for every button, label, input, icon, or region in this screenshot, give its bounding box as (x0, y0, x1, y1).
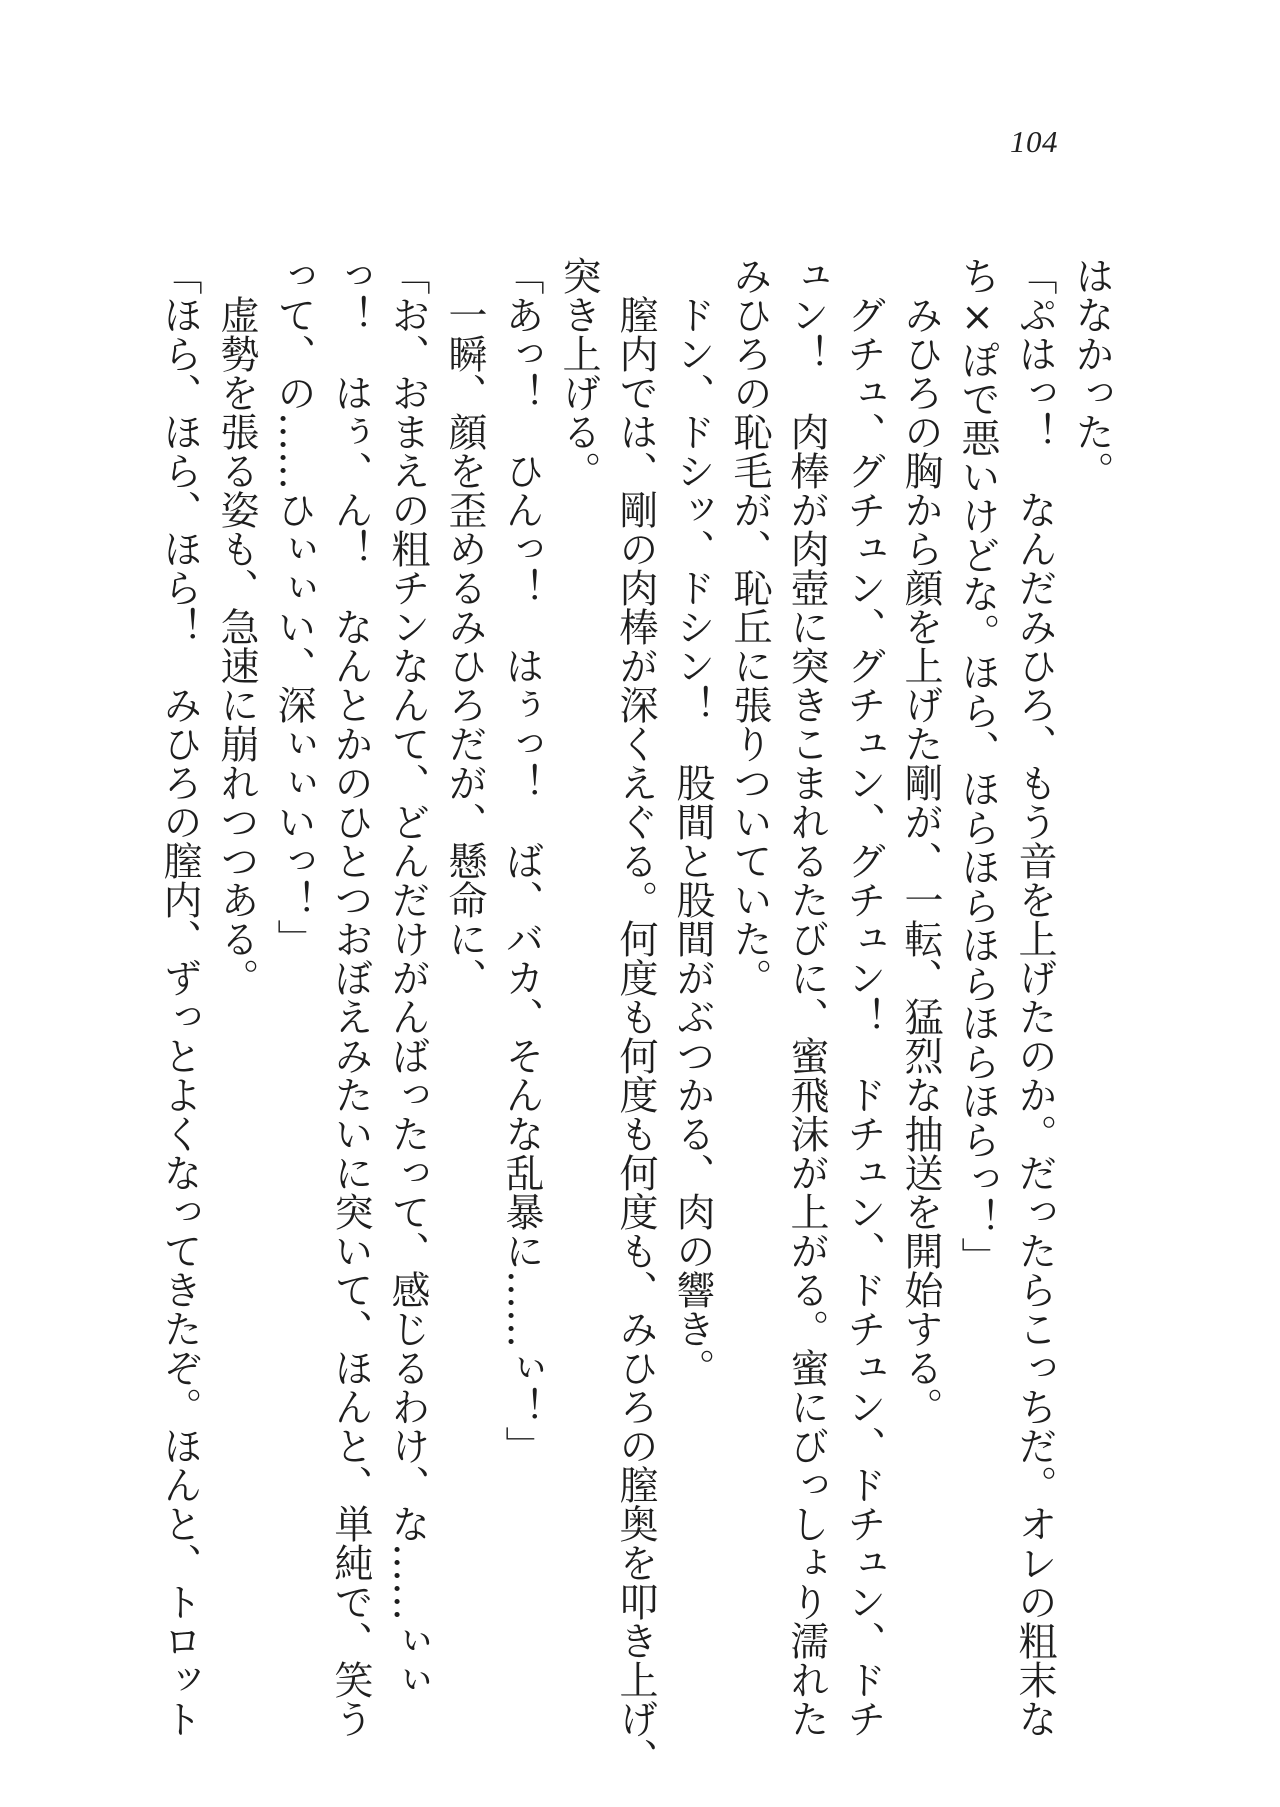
text-line: 突き上げる。 (556, 256, 601, 490)
text-line: グチュ、グチュン、グチュン、グチュン！ ドチュン、ドチュン、ドチュン、ドチ (841, 256, 886, 1738)
body-text (151, 256, 1120, 1777)
text-line: はなかった。 (1069, 256, 1114, 490)
text-line: ドン、ドシッ、ドシン！ 股間と股間がぶつかる、肉の響き。 (670, 256, 715, 1387)
text-line: ち×ぽで悪いけどな。ほら、ほらほらほらほらほらっ！」 (955, 256, 1000, 1276)
page-number: 104 (1010, 124, 1058, 159)
text-line: 膣内では、剛の肉棒が深くえぐる。何度も何度も何度も、みひろの膣奥を叩き上げ、 (613, 256, 658, 1777)
text-line: みひろの恥毛が、恥丘に張りついていた。 (727, 256, 772, 997)
text-line: って、の……ひぃぃい、深ぃぃいっ！」 (271, 256, 316, 958)
text-line: っ！ はぅ、ん！ なんとかのひとつおぼえみたいに突いて、ほんと、単純で、笑う (328, 256, 373, 1738)
text-line: 一瞬、顔を歪めるみひろだが、懸命に、 (442, 256, 487, 997)
text-line: ュン！ 肉棒が肉壺に突きこまれるたびに、蜜飛沫が上がる。蜜にびっしょり濡れた (784, 256, 829, 1738)
text-line: 「お、おまえの粗チンなんて、どんだけがんばったって、感じるわけ、な……ぃぃ (385, 256, 430, 1699)
text-line: 「ぷはっ！ なんだみひろ、もう音を上げたのか。だったらこっちだ。オレの粗末な (1012, 256, 1057, 1738)
text-line: みひろの胸から顔を上げた剛が、一転、猛烈な抽送を開始する。 (898, 256, 943, 1426)
text-line: 虚勢を張る姿も、急速に崩れつつある。 (214, 256, 259, 997)
text-line: 「ほら、ほら、ほら！ みひろの膣内、ずっとよくなってきたぞ。ほんと、トロット (157, 256, 202, 1738)
text-line: 「あっ！ ひんっ！ はぅっ！ ば、バカ、そんな乱暴に……ぃ！」 (499, 256, 544, 1465)
